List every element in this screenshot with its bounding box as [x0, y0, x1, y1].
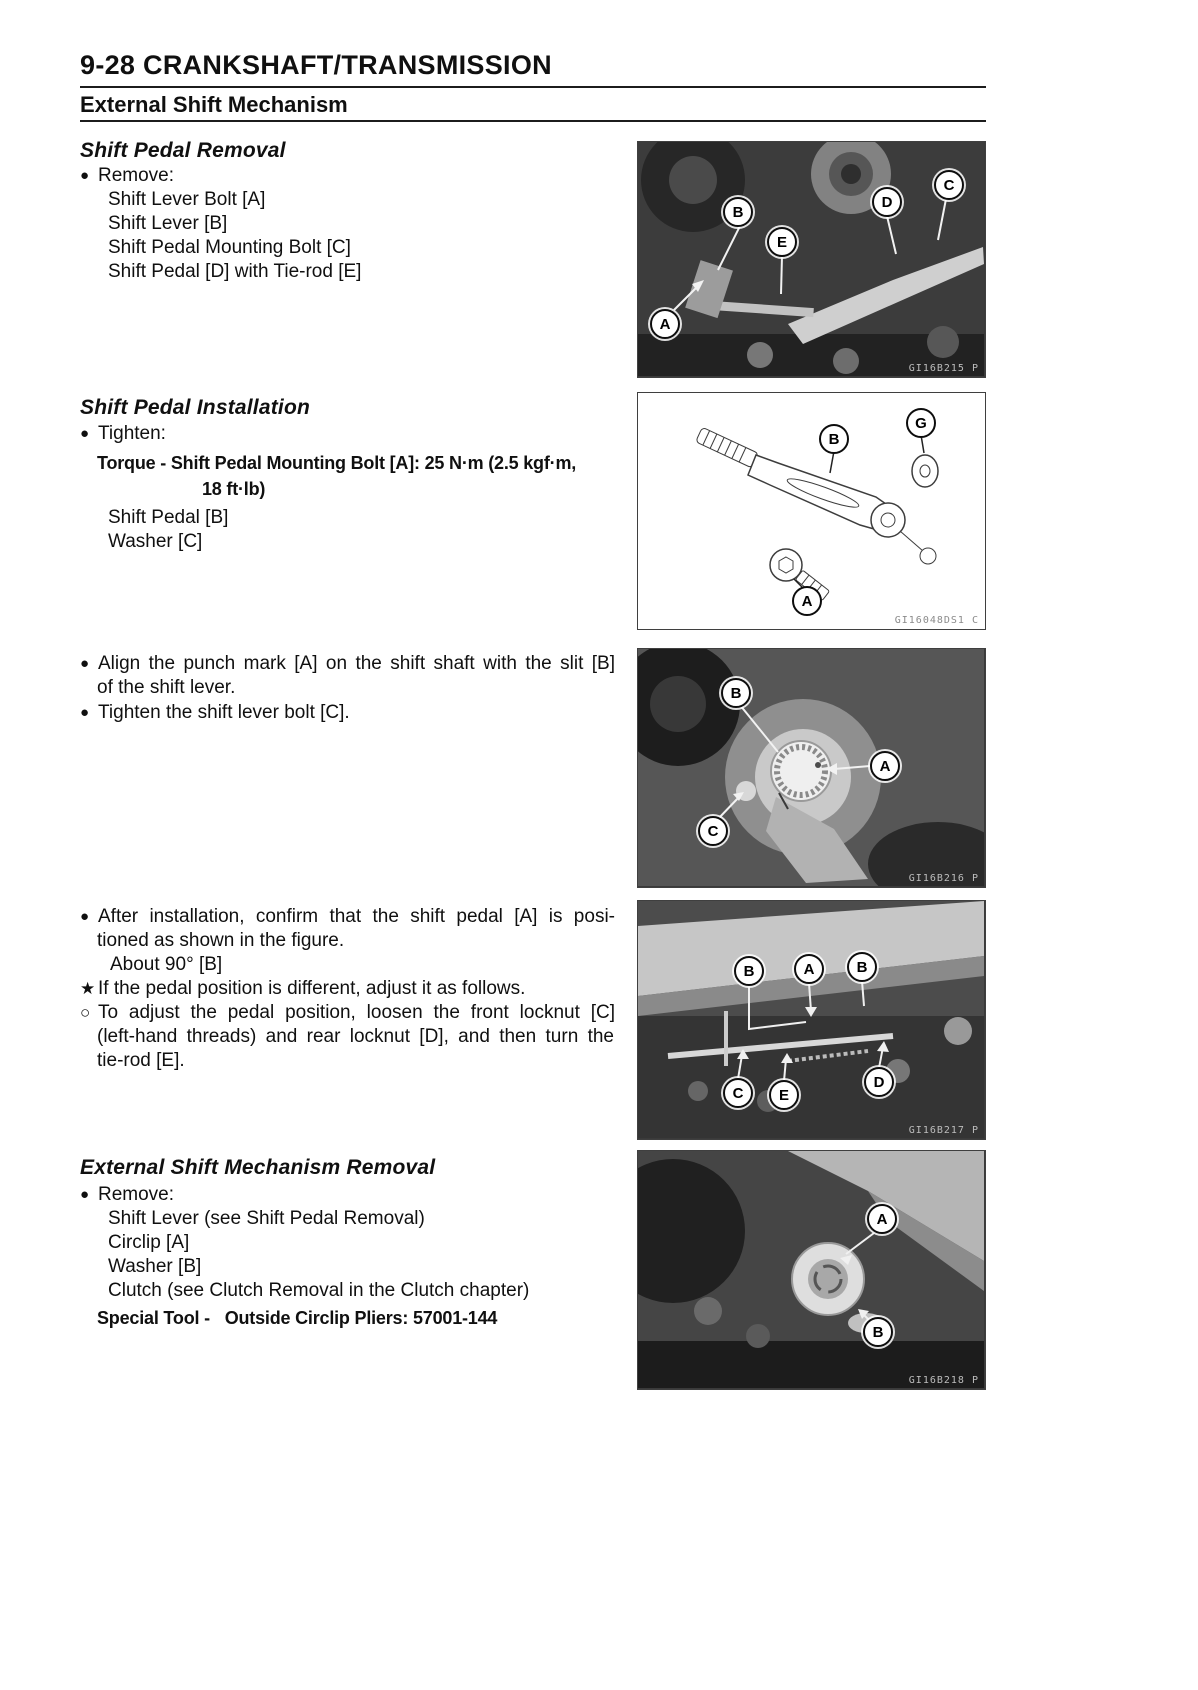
list-item: Shift Lever Bolt [A]	[108, 189, 266, 210]
bullet-after-installation-continuation: tioned as shown in the figure.	[97, 930, 345, 951]
sub-item-about-90: About 90° [B]	[110, 954, 223, 975]
bullet-text: Align the punch mark [A] on the shift shaft with the slit [B]	[98, 653, 615, 674]
callout-e: E	[769, 1080, 799, 1110]
star-icon: ★	[80, 979, 96, 998]
bullet-icon: ●	[80, 425, 90, 442]
circle-step-continuation: (left-hand threads) and rear locknut [D], and then turn the	[97, 1026, 614, 1047]
figure-shift-pedal-removal	[637, 141, 986, 378]
callout-d: D	[872, 187, 902, 217]
bullet-text: After installation, confirm that the shift pedal [A] is posi-	[98, 906, 615, 927]
callout-b: B	[723, 197, 753, 227]
machine-photo-illustration	[638, 649, 984, 886]
star-note-text: If the pedal position is different, adjust it as follows.	[98, 978, 526, 999]
list-item: Shift Pedal Mounting Bolt [C]	[108, 237, 351, 258]
callout-b-right: B	[847, 952, 877, 982]
circle-step-text: To adjust the pedal position, loosen the front locknut [C]	[98, 1002, 615, 1023]
figure-code: GI16B215 P	[908, 363, 979, 374]
heading-shift-pedal-installation: Shift Pedal Installation	[80, 396, 310, 419]
bullet-align	[80, 652, 615, 676]
bullet-text: Tighten:	[98, 423, 166, 444]
torque-spec-line1: Torque - Shift Pedal Mounting Bolt [A]: 25 N·m (2.5 kgf·m,	[97, 453, 577, 473]
bullet-remove-2	[80, 1183, 174, 1207]
page-title: 9-28 CRANKSHAFT/TRANSMISSION	[80, 50, 552, 80]
callout-a: A	[650, 309, 680, 339]
list-item: Shift Pedal [B]	[108, 507, 229, 528]
bullet-icon: ●	[80, 655, 90, 672]
heading-external-shift-mechanism-removal: External Shift Mechanism Removal	[80, 1156, 436, 1179]
circle-step-icon: ○	[80, 1003, 91, 1022]
figure-code: GI16B218 P	[908, 1375, 979, 1386]
figure-pedal-position	[637, 900, 986, 1140]
callout-e: E	[767, 227, 797, 257]
figure-code: GI16B216 P	[908, 873, 979, 884]
callout-a: A	[870, 751, 900, 781]
bullet-tighten-lever-bolt	[80, 701, 350, 725]
bullet-after-installation	[80, 905, 615, 929]
list-item: Shift Pedal [D] with Tie-rod [E]	[108, 261, 362, 282]
machine-photo-illustration	[638, 1151, 984, 1388]
circle-step	[80, 1001, 615, 1025]
circle-step-end: tie-rod [E].	[97, 1050, 185, 1071]
callout-c: C	[698, 816, 728, 846]
list-item: Clutch (see Clutch Removal in the Clutch chapter)	[108, 1280, 530, 1301]
callout-a: A	[867, 1204, 897, 1234]
machine-photo-illustration	[638, 142, 984, 376]
figure-circlip-washer	[637, 1150, 986, 1390]
figure-shift-pedal-drawing	[637, 392, 986, 630]
callout-c: C	[934, 170, 964, 200]
callout-b: B	[863, 1317, 893, 1347]
callout-c: C	[723, 1078, 753, 1108]
bullet-align-continuation: of the shift lever.	[97, 677, 236, 698]
bullet-icon: ●	[80, 908, 90, 925]
list-item: Circlip [A]	[108, 1232, 190, 1253]
section-title: External Shift Mechanism	[80, 92, 348, 117]
bullet-text: Remove:	[98, 1184, 175, 1205]
figure-code: GI16048DS1 C	[894, 615, 979, 626]
callout-g: G	[906, 408, 936, 438]
figure-punch-mark-alignment	[637, 648, 986, 888]
callout-a: A	[794, 954, 824, 984]
star-note	[80, 977, 525, 1001]
section-divider	[80, 120, 986, 122]
bullet-tighten	[80, 422, 166, 446]
list-item: Shift Lever [B]	[108, 213, 228, 234]
figure-code: GI16B217 P	[908, 1125, 979, 1136]
bullet-text: Remove:	[98, 165, 175, 186]
bullet-icon: ●	[80, 704, 90, 721]
callout-d: D	[864, 1067, 894, 1097]
callout-b: B	[819, 424, 849, 454]
torque-spec-line2: 18 ft·lb)	[202, 479, 266, 499]
special-tool-label: Special Tool -	[97, 1308, 210, 1328]
callout-b-left: B	[734, 956, 764, 986]
list-item: Washer [B]	[108, 1256, 202, 1277]
bullet-icon: ●	[80, 1186, 90, 1203]
special-tool-line	[97, 1308, 497, 1329]
header-divider	[80, 86, 986, 88]
bullet-icon: ●	[80, 167, 90, 184]
special-tool-value: Outside Circlip Pliers: 57001-144	[224, 1308, 498, 1328]
list-item: Shift Lever (see Shift Pedal Removal)	[108, 1208, 425, 1229]
machine-photo-illustration	[638, 901, 984, 1138]
heading-shift-pedal-removal: Shift Pedal Removal	[80, 139, 286, 162]
callout-a: A	[792, 586, 822, 616]
bullet-remove	[80, 164, 174, 188]
list-item: Washer [C]	[108, 531, 203, 552]
bullet-text: Tighten the shift lever bolt [C].	[98, 702, 350, 723]
callout-b: B	[721, 678, 751, 708]
